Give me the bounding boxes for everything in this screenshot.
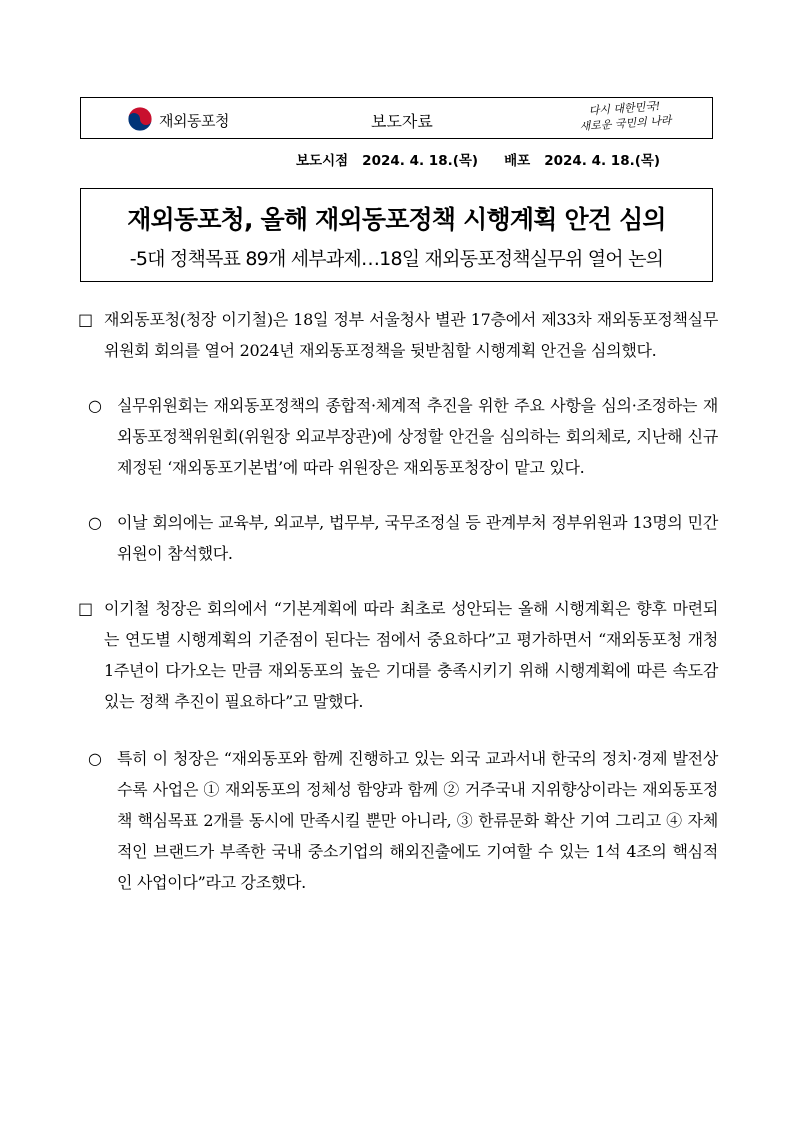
distribution-label: 배포 (504, 153, 531, 169)
body-paragraph-4 (78, 593, 718, 717)
header-box (80, 97, 713, 139)
headline-subtitle: -5대 정책목표 89개 세부과제…18일 재외동포정책실무위 열어 논의 (129, 248, 664, 270)
slogan (564, 97, 686, 135)
headline-box (80, 188, 713, 282)
paragraph-text: 특히 이 청장은 “재외동포와 함께 진행하고 있는 외국 교과서내 한국의 정치·경제 발전상 수록 사업은 ① 재외동포의 정체성 함양과 함께 ② 거주국내 지위향상이라는 재외동포정책 핵심목표 2개를 동시에 만족시킬 뿐만 아니라, ③ 한류문화 확산 기여 그리고 ④ 자체적인 브랜드가 부족한 국내 중소기업의 해외진출에도 기여할 수 있는 1석 4조의 핵심적인 사업이다”라고 강조했다. (117, 749, 718, 892)
body-paragraph-2 (78, 390, 718, 483)
paragraph-text: 실무위원회는 재외동포정책의 종합적·체계적 추진을 위한 주요 사항을 심의·조정하는 재외동포정책위원회(위원장 외교부장관)에 상정할 안건을 심의하는 회의체로, 지난해 신규 제정된 ‘재외동포기본법’에 따라 위원장은 재외동포청장이 맡고 있다. (117, 396, 718, 477)
circle-bullet-icon: ○ (88, 396, 102, 415)
taegeuk-logo-icon (127, 106, 153, 132)
article-body (78, 304, 718, 898)
doc-type-label: 보도자료 (371, 112, 433, 131)
org-name: 재외동포청 (159, 112, 229, 130)
slogan-line-2: 새로운 국민의 나라 (579, 113, 672, 134)
headline-title: 재외동포청, 올해 재외동포정책 시행계획 안건 심의 (127, 205, 666, 234)
embargo-date: 2024. 4. 18.(목) (362, 153, 479, 169)
org-logo (127, 106, 257, 132)
body-paragraph-3 (78, 507, 718, 569)
circle-bullet-icon: ○ (88, 749, 102, 768)
paragraph-text: 이날 회의에는 교육부, 외교부, 법무부, 국무조정실 등 관계부처 정부위원과 13명의 민간위원이 참석했다. (117, 513, 718, 563)
slogan-line-1: 다시 대한민국! (588, 99, 661, 118)
square-bullet-icon: □ (78, 310, 93, 329)
paragraph-text: 재외동포청(청장 이기철)은 18일 정부 서울청사 별관 17층에서 제33차 재외동포정책실무위원회 회의를 열어 2024년 재외동포정책을 뒷받침할 시행계획 안건을 심의했다. (104, 310, 718, 360)
embargo-label: 보도시점 (296, 153, 349, 169)
square-bullet-icon: □ (78, 599, 93, 618)
release-info (296, 149, 686, 169)
body-paragraph-1 (78, 304, 718, 366)
body-paragraph-5 (78, 743, 718, 898)
paragraph-text: 이기철 청장은 회의에서 “기본계획에 따라 최초로 성안되는 올해 시행계획은 향후 마련되는 연도별 시행계획의 기준점이 된다는 점에서 중요하다”고 평가하면서 “재외동포청 개청 1주년이 다가오는 만큼 재외동포의 높은 기대를 충족시키기 위해 시행계획에 따른 속도감 있는 정책 추진이 필요하다”고 말했다. (104, 599, 718, 711)
circle-bullet-icon: ○ (88, 513, 102, 532)
distribution-date: 2024. 4. 18.(목) (544, 153, 661, 169)
